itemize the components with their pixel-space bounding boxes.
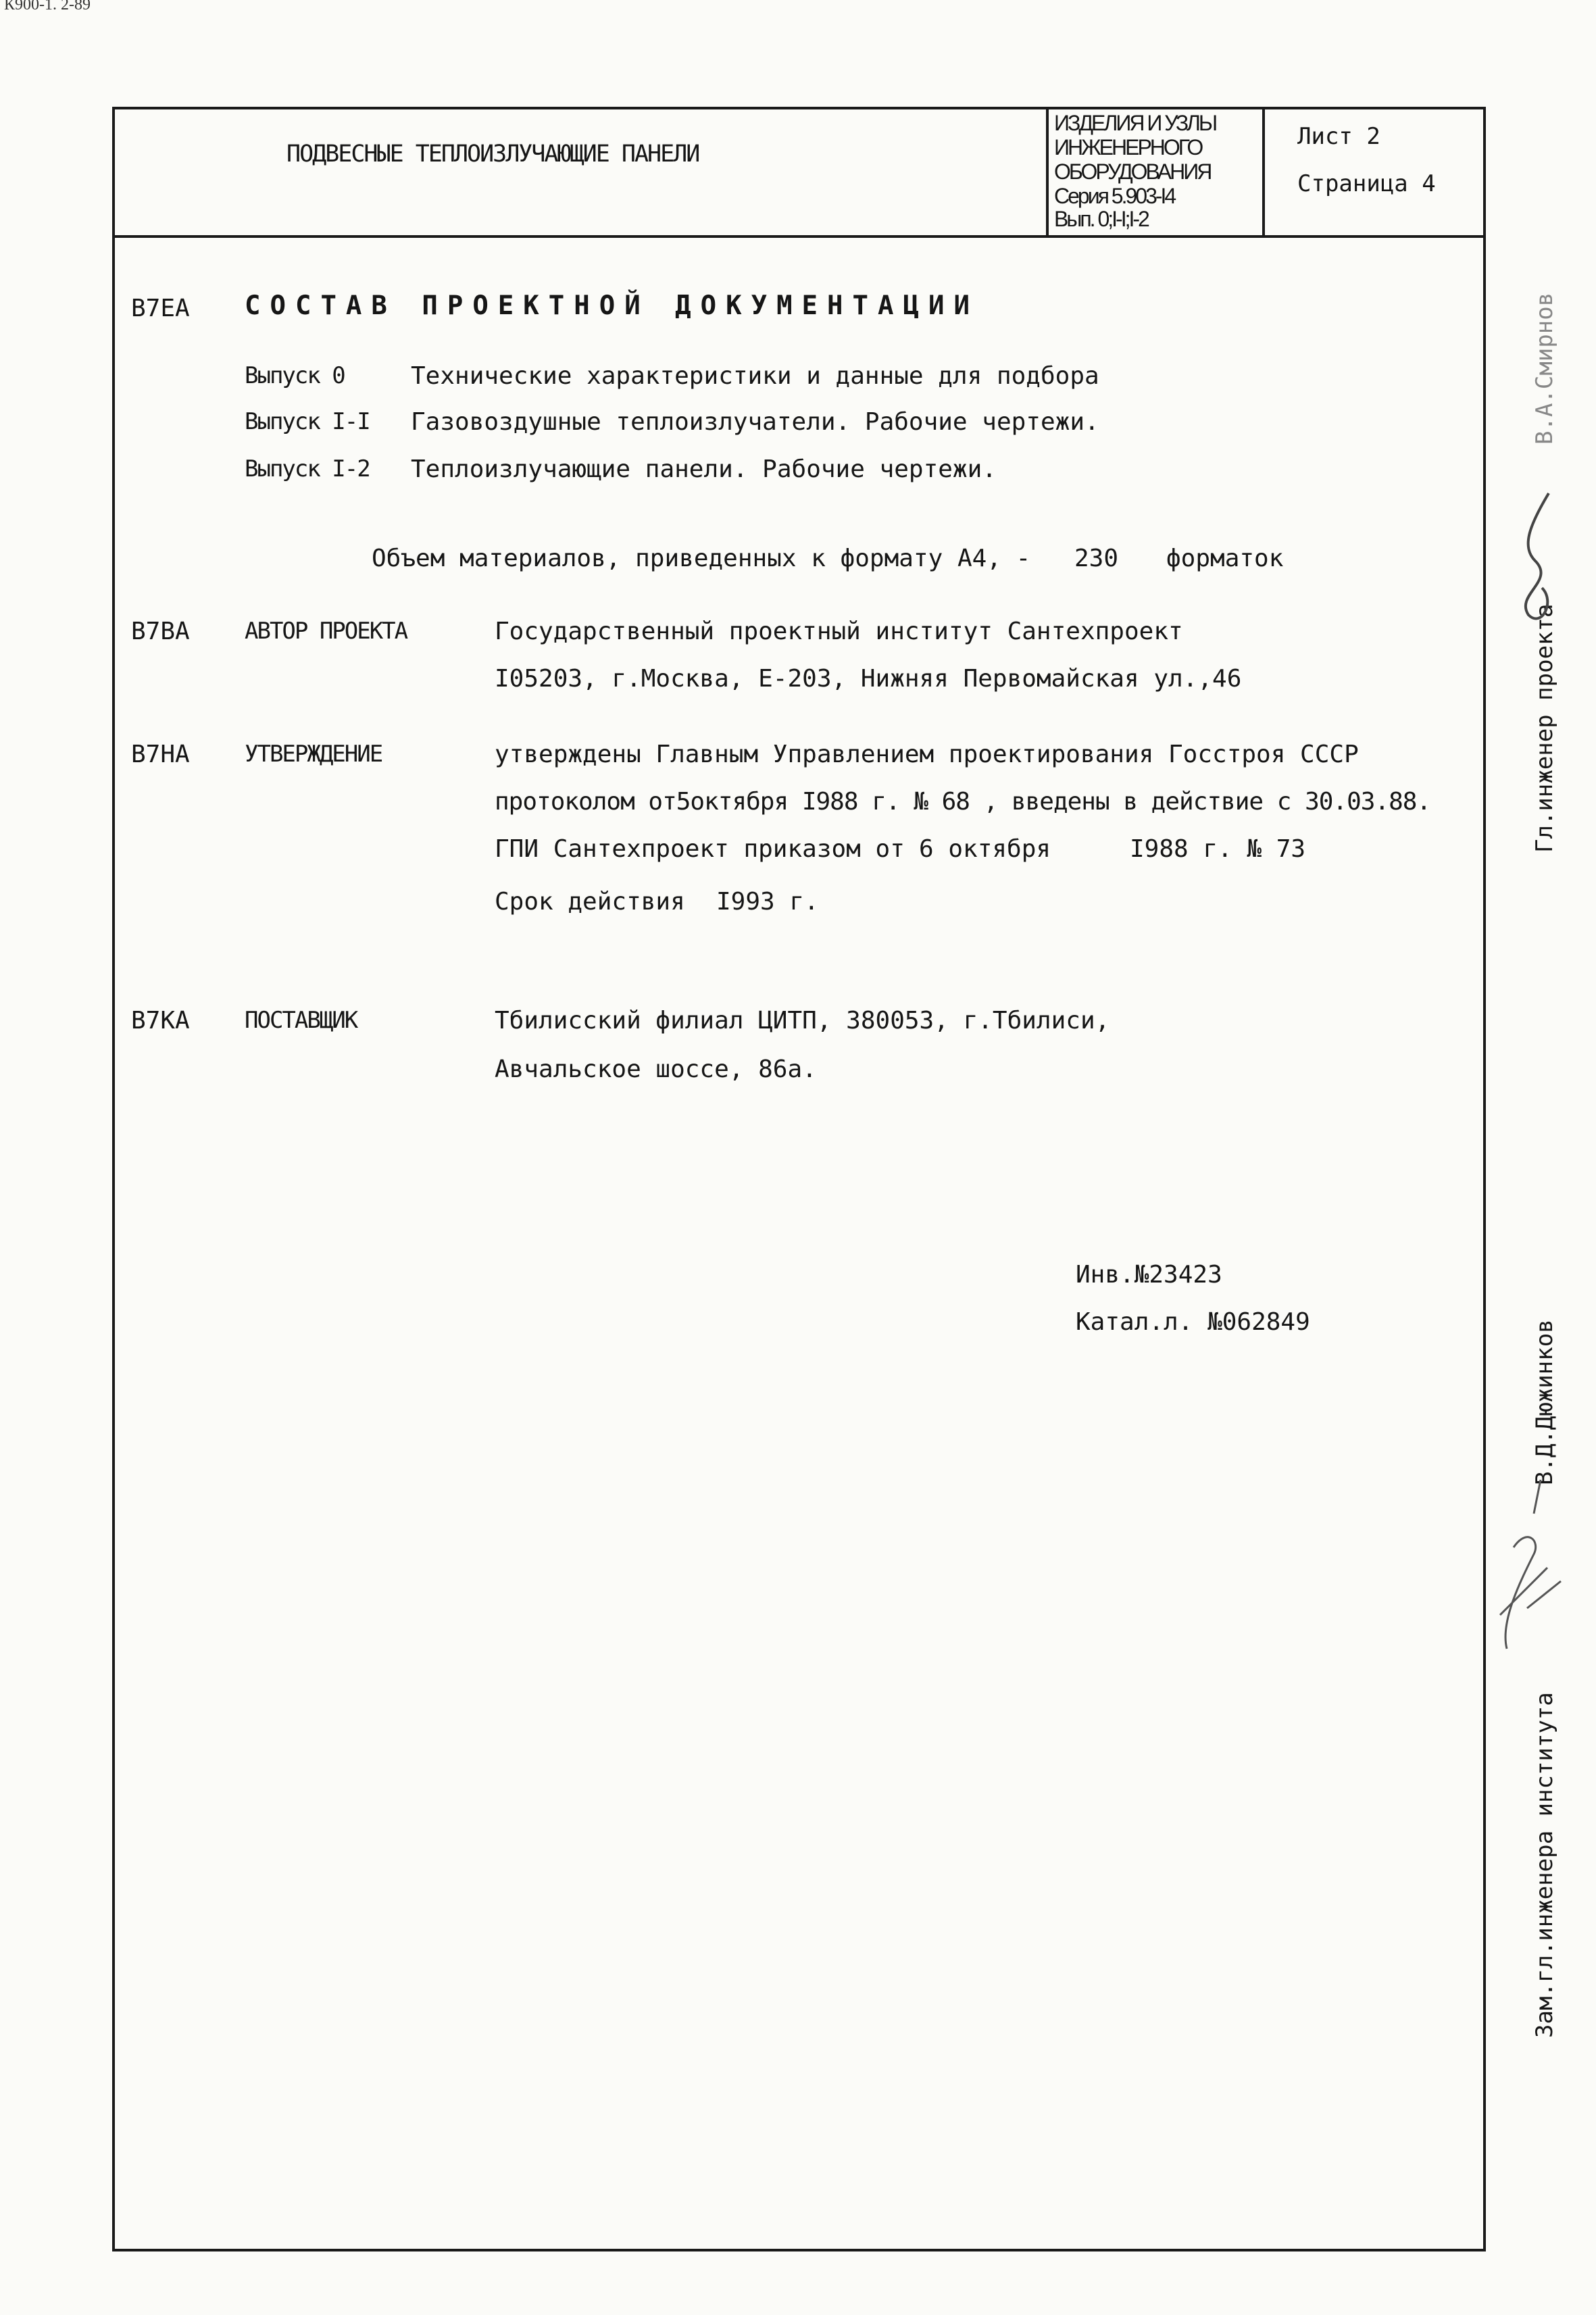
- document-code: К900-1. 2-89: [4, 0, 91, 14]
- approval-label: УТВЕРЖДЕНИЕ: [245, 741, 382, 768]
- issue-0-description: Технические характеристики и данные для подбора: [411, 362, 1099, 390]
- supplier-line-1: Тбилисский филиал ЦИТП, 380053, г.Тбилиси,: [495, 1007, 1110, 1035]
- issue-1-description: Газовоздушные теплоизлучатели. Рабочие чертежи.: [411, 408, 1099, 436]
- supplier-line-2: Авчальское шоссе, 86а.: [495, 1055, 817, 1083]
- approval-line-1: утверждены Главным Управлением проектирования Госстроя СССР: [495, 741, 1359, 768]
- approval-code: B7HA: [131, 741, 190, 768]
- issue-2-number: Выпуск I-2: [245, 455, 370, 482]
- author-label: АВТОР ПРОЕКТА: [245, 618, 407, 645]
- series-line-1: ИЗДЕЛИЯ И УЗЛЫ: [1054, 111, 1216, 135]
- page-number: Страница 4: [1297, 170, 1436, 197]
- term-label: Срок действия: [495, 888, 685, 916]
- catalog-number: Катал.л. №062849: [1076, 1308, 1310, 1336]
- volume-value: 230: [1074, 545, 1119, 572]
- title-cell: [115, 109, 1049, 235]
- term-value: I993 г.: [716, 888, 819, 916]
- approval-line-3c: I988 г. № 73: [1130, 835, 1306, 863]
- issue-0-number: Выпуск 0: [245, 362, 345, 389]
- series-line-5: Вып. 0;I-I;I-2: [1054, 207, 1148, 231]
- sheet-number: Лист 2: [1297, 123, 1380, 150]
- approval-line-3b: 6 октября: [919, 835, 1051, 863]
- sheet-cell: [1265, 109, 1483, 235]
- issue-2-description: Теплоизлучающие панели. Рабочие чертежи.: [411, 455, 997, 483]
- chief-engineer-signature: [1508, 487, 1569, 635]
- author-line-1: Государственный проектный институт Сантехпроект: [495, 618, 1183, 645]
- series-line-4: Серия 5.903-I4: [1054, 184, 1175, 208]
- series-cell: [1049, 109, 1265, 235]
- document-title: ПОДВЕСНЫЕ ТЕПЛОИЗЛУЧАЮЩИЕ ПАНЕЛИ: [286, 141, 699, 168]
- series-line-2: ИНЖЕНЕРНОГО: [1054, 135, 1202, 159]
- author-code: B7BA: [131, 618, 190, 645]
- series-line-3: ОБОРУДОВАНИЯ: [1054, 159, 1211, 184]
- supplier-label: ПОСТАВЩИК: [245, 1007, 357, 1034]
- deputy-signature: [1487, 1473, 1568, 1662]
- volume-label: Объем материалов, приведенных к формату А4, -: [372, 545, 1031, 572]
- composition-title: СОСТАВ ПРОЕКТНОЙ ДОКУМЕНТАЦИИ: [245, 291, 979, 321]
- author-line-2: I05203, г.Москва, Е-203, Нижняя Первомайская ул.,46: [495, 665, 1242, 693]
- chief-engineer-name: В.А.Смирнов: [1531, 292, 1558, 445]
- approval-line-3a: ГПИ Сантехпроект приказом от: [495, 835, 905, 863]
- deputy-name: В.Д.Дюжинков: [1531, 1319, 1558, 1485]
- composition-code: B7EA: [131, 295, 190, 322]
- issue-1-number: Выпуск I-I: [245, 408, 370, 435]
- approval-line-2: протоколом от5октября I988 г. № 68 , введены в действие с 30.03.88.: [495, 788, 1431, 816]
- volume-unit: форматок: [1166, 545, 1284, 572]
- deputy-label: Зам.гл.инженера института: [1531, 1692, 1558, 2038]
- supplier-code: B7KA: [131, 1007, 190, 1035]
- inventory-number: Инв.№23423: [1076, 1261, 1222, 1289]
- chief-engineer-label: Гл.инженер проекта: [1531, 603, 1558, 853]
- title-block: [115, 109, 1483, 238]
